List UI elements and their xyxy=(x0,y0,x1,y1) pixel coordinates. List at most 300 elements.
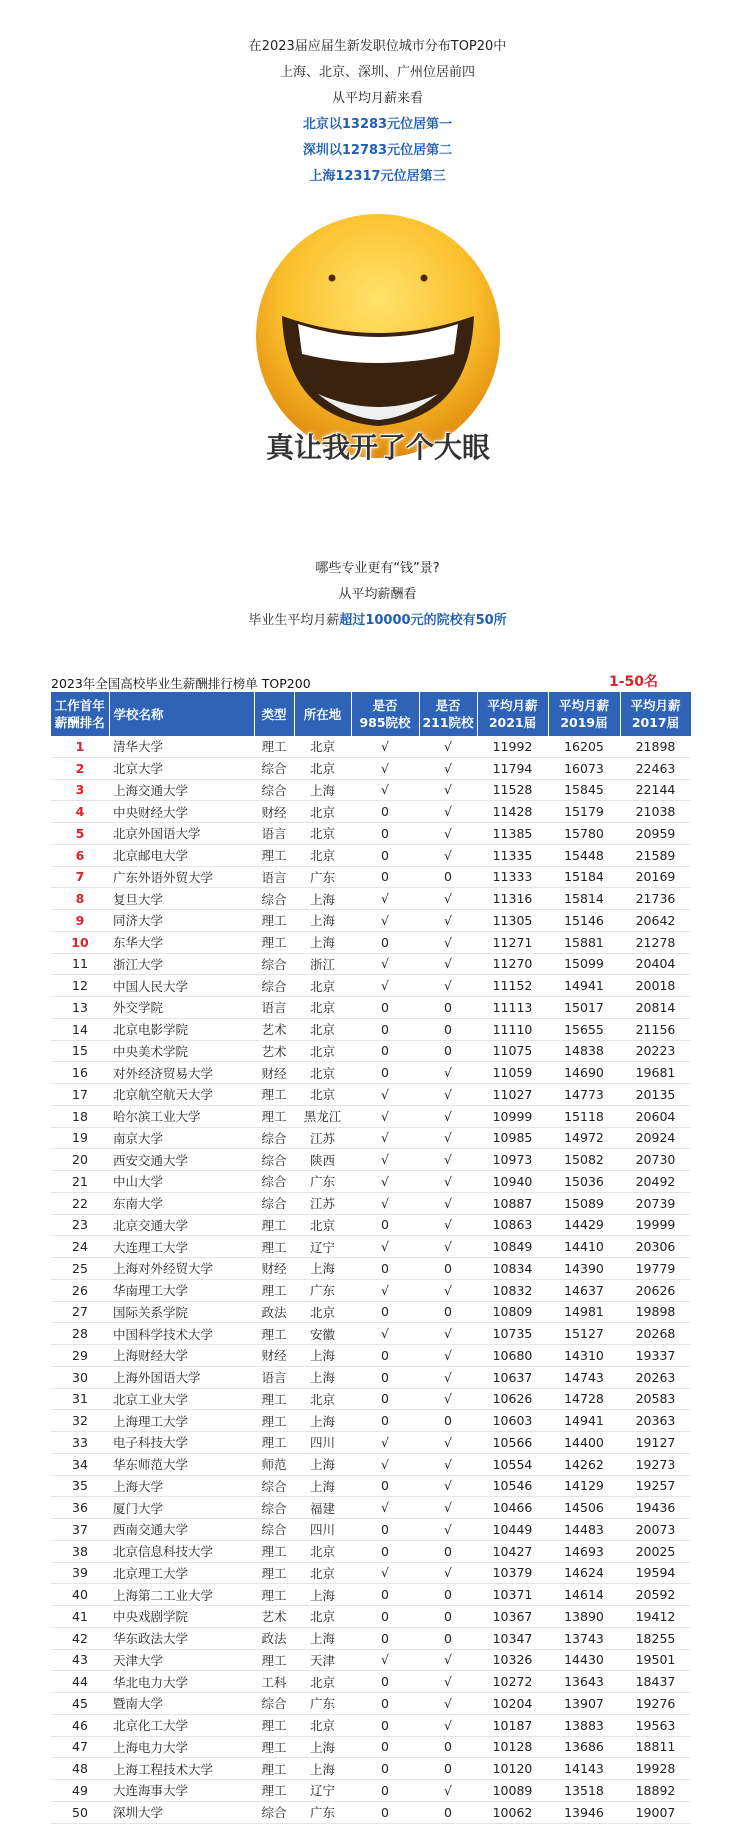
cell-salary-2017: 20363 xyxy=(620,1410,691,1432)
header-text: 学校名称 xyxy=(113,706,164,722)
cell-location: 北京 xyxy=(294,1040,351,1062)
cell-salary-2017: 20583 xyxy=(620,1388,691,1410)
cell-985: √ xyxy=(351,736,419,757)
cell-salary-2021: 10272 xyxy=(477,1671,548,1693)
cell-salary-2019: 14390 xyxy=(548,1258,620,1280)
cell-salary-2021: 11305 xyxy=(477,910,548,932)
cell-salary-2017: 20492 xyxy=(620,1171,691,1193)
cell-rank: 46 xyxy=(51,1714,109,1736)
table-row xyxy=(51,1627,691,1649)
intro-line: 上海、北京、深圳、广州位居前四 xyxy=(279,65,475,80)
cell-985: 0 xyxy=(351,801,419,823)
cell-salary-2019: 15655 xyxy=(548,1018,620,1040)
header-985 xyxy=(351,692,419,736)
cell-location: 上海 xyxy=(294,1627,351,1649)
cell-school: 北京外国语大学 xyxy=(109,823,254,845)
cell-salary-2019: 14941 xyxy=(548,975,620,997)
cell-type: 综合 xyxy=(254,1149,294,1171)
cell-school: 外交学院 xyxy=(109,997,254,1019)
table-row xyxy=(51,1801,691,1823)
table-row xyxy=(51,1736,691,1758)
cell-school: 北京信息科技大学 xyxy=(109,1540,254,1562)
table-row xyxy=(51,1105,691,1127)
cell-school: 厦门大学 xyxy=(109,1497,254,1519)
cell-salary-2021: 10089 xyxy=(477,1780,548,1802)
cell-type: 理工 xyxy=(254,1540,294,1562)
cell-salary-2019: 14410 xyxy=(548,1236,620,1258)
cell-location: 上海 xyxy=(294,910,351,932)
cell-type: 语言 xyxy=(254,1366,294,1388)
table-row xyxy=(51,1258,691,1280)
header-salary-2019 xyxy=(548,692,620,736)
cell-salary-2019: 14310 xyxy=(548,1345,620,1367)
cell-salary-2019: 13890 xyxy=(548,1606,620,1628)
cell-salary-2019: 13518 xyxy=(548,1780,620,1802)
cell-salary-2017: 20169 xyxy=(620,866,691,888)
cell-salary-2021: 11335 xyxy=(477,844,548,866)
cell-salary-2017: 19273 xyxy=(620,1453,691,1475)
cell-type: 语言 xyxy=(254,823,294,845)
cell-school: 深圳大学 xyxy=(109,1801,254,1823)
cell-rank: 3 xyxy=(51,779,109,801)
cell-location: 北京 xyxy=(294,1671,351,1693)
cell-type: 理工 xyxy=(254,1562,294,1584)
header-text: 平均月薪 xyxy=(630,698,681,713)
cell-211: √ xyxy=(419,1345,477,1367)
table-row xyxy=(51,757,691,779)
cell-salary-2021: 10985 xyxy=(477,1127,548,1149)
cell-salary-2019: 15814 xyxy=(548,888,620,910)
table-row xyxy=(51,1192,691,1214)
cell-salary-2021: 11992 xyxy=(477,736,548,757)
table-row xyxy=(51,1323,691,1345)
cell-school: 南京大学 xyxy=(109,1127,254,1149)
cell-rank: 2 xyxy=(51,757,109,779)
cell-salary-2021: 11316 xyxy=(477,888,548,910)
cell-type: 理工 xyxy=(254,1236,294,1258)
cell-rank: 17 xyxy=(51,1084,109,1106)
cell-211: √ xyxy=(419,1453,477,1475)
meme-caption: 真让我开了个大眼 xyxy=(265,431,490,464)
cell-salary-2019: 15146 xyxy=(548,910,620,932)
cell-location: 北京 xyxy=(294,1301,351,1323)
table-row xyxy=(51,953,691,975)
cell-211: √ xyxy=(419,736,477,757)
cell-type: 工科 xyxy=(254,1671,294,1693)
cell-985: √ xyxy=(351,1649,419,1671)
cell-school: 西安交通大学 xyxy=(109,1149,254,1171)
cell-location: 江苏 xyxy=(294,1192,351,1214)
cell-salary-2017: 20306 xyxy=(620,1236,691,1258)
table-row xyxy=(51,997,691,1019)
cell-type: 理工 xyxy=(254,910,294,932)
cell-type: 理工 xyxy=(254,1432,294,1454)
cell-salary-2017: 19436 xyxy=(620,1497,691,1519)
cell-salary-2017: 18892 xyxy=(620,1780,691,1802)
cell-salary-2021: 10379 xyxy=(477,1562,548,1584)
cell-salary-2021: 10466 xyxy=(477,1497,548,1519)
cell-salary-2019: 15082 xyxy=(548,1149,620,1171)
cell-type: 政法 xyxy=(254,1627,294,1649)
table-row xyxy=(51,1562,691,1584)
cell-985: √ xyxy=(351,1149,419,1171)
cell-school: 上海财经大学 xyxy=(109,1345,254,1367)
cell-211: √ xyxy=(419,1519,477,1541)
cell-211: 0 xyxy=(419,1410,477,1432)
cell-school: 北京大学 xyxy=(109,757,254,779)
header-211 xyxy=(419,692,477,736)
table-caption xyxy=(51,672,691,692)
cell-985: √ xyxy=(351,1127,419,1149)
cell-985: 0 xyxy=(351,1780,419,1802)
cell-salary-2019: 14129 xyxy=(548,1475,620,1497)
table-row xyxy=(51,975,691,997)
table-row xyxy=(51,1453,691,1475)
cell-985: 0 xyxy=(351,1693,419,1715)
cell-211: √ xyxy=(419,1084,477,1106)
cell-salary-2017: 21278 xyxy=(620,931,691,953)
cell-rank: 26 xyxy=(51,1279,109,1301)
cell-school: 电子科技大学 xyxy=(109,1432,254,1454)
cell-location: 广东 xyxy=(294,1693,351,1715)
middle-prefix: 毕业生平均月薪 xyxy=(248,613,340,628)
cell-salary-2021: 10187 xyxy=(477,1714,548,1736)
cell-location: 北京 xyxy=(294,1388,351,1410)
cell-school: 北京化工大学 xyxy=(109,1714,254,1736)
cell-salary-2017: 22463 xyxy=(620,757,691,779)
intro-line: 从平均月薪来看 xyxy=(331,91,423,106)
table-row xyxy=(51,1693,691,1715)
cell-salary-2021: 11528 xyxy=(477,779,548,801)
cell-211: √ xyxy=(419,910,477,932)
cell-type: 艺术 xyxy=(254,1018,294,1040)
cell-school: 暨南大学 xyxy=(109,1693,254,1715)
cell-211: √ xyxy=(419,1192,477,1214)
cell-985: √ xyxy=(351,1323,419,1345)
cell-school: 大连海事大学 xyxy=(109,1780,254,1802)
cell-salary-2019: 14941 xyxy=(548,1410,620,1432)
cell-school: 北京航空航天大学 xyxy=(109,1084,254,1106)
cell-location: 江苏 xyxy=(294,1127,351,1149)
cell-salary-2017: 20730 xyxy=(620,1149,691,1171)
cell-salary-2017: 19681 xyxy=(620,1062,691,1084)
table-row xyxy=(51,1475,691,1497)
cell-salary-2021: 10347 xyxy=(477,1627,548,1649)
cell-salary-2021: 11113 xyxy=(477,997,548,1019)
cell-type: 理工 xyxy=(254,736,294,757)
cell-salary-2019: 14981 xyxy=(548,1301,620,1323)
header-text: 类型 xyxy=(261,706,287,722)
cell-rank: 9 xyxy=(51,910,109,932)
cell-211: √ xyxy=(419,1475,477,1497)
cell-salary-2021: 10680 xyxy=(477,1345,548,1367)
cell-salary-2021: 10849 xyxy=(477,1236,548,1258)
cell-salary-2021: 10809 xyxy=(477,1301,548,1323)
cell-salary-2021: 10973 xyxy=(477,1149,548,1171)
cell-211: √ xyxy=(419,888,477,910)
cell-salary-2017: 20924 xyxy=(620,1127,691,1149)
cell-985: 0 xyxy=(351,1736,419,1758)
header-salary-2021 xyxy=(477,692,548,736)
cell-salary-2021: 10062 xyxy=(477,1801,548,1823)
cell-location: 黑龙江 xyxy=(294,1105,351,1127)
cell-location: 广东 xyxy=(294,866,351,888)
cell-211: 0 xyxy=(419,1018,477,1040)
cell-rank: 27 xyxy=(51,1301,109,1323)
cell-211: √ xyxy=(419,1714,477,1736)
cell-salary-2017: 19412 xyxy=(620,1606,691,1628)
cell-salary-2021: 11333 xyxy=(477,866,548,888)
cell-location: 上海 xyxy=(294,1475,351,1497)
cell-school: 东华大学 xyxy=(109,931,254,953)
cell-985: √ xyxy=(351,1192,419,1214)
table-row xyxy=(51,1388,691,1410)
cell-211: √ xyxy=(419,779,477,801)
cell-salary-2021: 10204 xyxy=(477,1693,548,1715)
table-row xyxy=(51,1171,691,1193)
cell-985: 0 xyxy=(351,1540,419,1562)
cell-985: 0 xyxy=(351,931,419,953)
cell-211: √ xyxy=(419,1171,477,1193)
cell-type: 理工 xyxy=(254,1649,294,1671)
cell-location: 上海 xyxy=(294,1736,351,1758)
cell-school: 华南理工大学 xyxy=(109,1279,254,1301)
cell-location: 上海 xyxy=(294,1366,351,1388)
cell-type: 理工 xyxy=(254,1105,294,1127)
cell-location: 浙江 xyxy=(294,953,351,975)
cell-location: 北京 xyxy=(294,1562,351,1584)
cell-rank: 50 xyxy=(51,1801,109,1823)
cell-school: 上海工程技术大学 xyxy=(109,1758,254,1780)
cell-salary-2021: 11271 xyxy=(477,931,548,953)
intro-text-block xyxy=(0,34,755,190)
table-row xyxy=(51,1780,691,1802)
cell-school: 北京理工大学 xyxy=(109,1562,254,1584)
cell-rank: 5 xyxy=(51,823,109,845)
cell-salary-2021: 10554 xyxy=(477,1453,548,1475)
cell-985: 0 xyxy=(351,1758,419,1780)
table-row xyxy=(51,779,691,801)
cell-985: √ xyxy=(351,1453,419,1475)
cell-school: 中山大学 xyxy=(109,1171,254,1193)
cell-salary-2019: 15881 xyxy=(548,931,620,953)
cell-985: √ xyxy=(351,1105,419,1127)
cell-location: 上海 xyxy=(294,1584,351,1606)
cell-salary-2017: 20604 xyxy=(620,1105,691,1127)
cell-type: 综合 xyxy=(254,757,294,779)
cell-salary-2021: 10626 xyxy=(477,1388,548,1410)
cell-salary-2019: 15099 xyxy=(548,953,620,975)
cell-211: √ xyxy=(419,1105,477,1127)
cell-school: 上海对外经贸大学 xyxy=(109,1258,254,1280)
cell-type: 理工 xyxy=(254,1736,294,1758)
cell-salary-2017: 22144 xyxy=(620,779,691,801)
cell-rank: 21 xyxy=(51,1171,109,1193)
cell-rank: 37 xyxy=(51,1519,109,1541)
cell-salary-2019: 13946 xyxy=(548,1801,620,1823)
cell-type: 理工 xyxy=(254,1279,294,1301)
cell-985: 0 xyxy=(351,1584,419,1606)
cell-rank: 30 xyxy=(51,1366,109,1388)
header-text: 2021届 xyxy=(488,715,537,730)
cell-rank: 31 xyxy=(51,1388,109,1410)
cell-985: √ xyxy=(351,910,419,932)
cell-location: 上海 xyxy=(294,1758,351,1780)
cell-location: 上海 xyxy=(294,1258,351,1280)
cell-location: 福建 xyxy=(294,1497,351,1519)
header-text: 所在地 xyxy=(303,706,342,722)
table-row xyxy=(51,1279,691,1301)
cell-salary-2017: 19999 xyxy=(620,1214,691,1236)
cell-salary-2019: 14728 xyxy=(548,1388,620,1410)
intro-highlight-line: 北京以13283元位居第一 xyxy=(302,117,453,132)
cell-school: 中央戏剧学院 xyxy=(109,1606,254,1628)
meme-image xyxy=(248,212,508,480)
cell-school: 华东师范大学 xyxy=(109,1453,254,1475)
cell-salary-2019: 15845 xyxy=(548,779,620,801)
cell-salary-2021: 10326 xyxy=(477,1649,548,1671)
table-row xyxy=(51,931,691,953)
cell-985: 0 xyxy=(351,1258,419,1280)
cell-rank: 28 xyxy=(51,1323,109,1345)
cell-211: √ xyxy=(419,1366,477,1388)
cell-salary-2019: 15448 xyxy=(548,844,620,866)
cell-985: √ xyxy=(351,1562,419,1584)
cell-985: 0 xyxy=(351,1301,419,1323)
cell-rank: 13 xyxy=(51,997,109,1019)
cell-salary-2021: 11059 xyxy=(477,1062,548,1084)
cell-rank: 10 xyxy=(51,931,109,953)
cell-school: 北京邮电大学 xyxy=(109,844,254,866)
cell-salary-2017: 20959 xyxy=(620,823,691,845)
cell-salary-2017: 20073 xyxy=(620,1519,691,1541)
cell-type: 财经 xyxy=(254,801,294,823)
cell-rank: 44 xyxy=(51,1671,109,1693)
cell-211: √ xyxy=(419,1693,477,1715)
cell-211: √ xyxy=(419,1388,477,1410)
cell-985: 0 xyxy=(351,1801,419,1823)
table-row xyxy=(51,1149,691,1171)
cell-location: 辽宁 xyxy=(294,1780,351,1802)
cell-985: √ xyxy=(351,779,419,801)
cell-985: 0 xyxy=(351,997,419,1019)
cell-rank: 23 xyxy=(51,1214,109,1236)
cell-211: 0 xyxy=(419,1758,477,1780)
cell-salary-2021: 10832 xyxy=(477,1279,548,1301)
cell-salary-2017: 20025 xyxy=(620,1540,691,1562)
cell-type: 理工 xyxy=(254,1084,294,1106)
header-text: 985院校 xyxy=(359,715,411,730)
cell-985: 0 xyxy=(351,844,419,866)
cell-211: 0 xyxy=(419,1040,477,1062)
cell-salary-2017: 18255 xyxy=(620,1627,691,1649)
table-body xyxy=(51,736,691,1823)
cell-type: 综合 xyxy=(254,1171,294,1193)
cell-211: 0 xyxy=(419,1301,477,1323)
table-row xyxy=(51,1606,691,1628)
salary-ranking-table-block xyxy=(51,672,691,1824)
cell-type: 综合 xyxy=(254,953,294,975)
cell-rank: 12 xyxy=(51,975,109,997)
cell-type: 综合 xyxy=(254,888,294,910)
cell-salary-2021: 10120 xyxy=(477,1758,548,1780)
table-row xyxy=(51,1062,691,1084)
cell-salary-2019: 14838 xyxy=(548,1040,620,1062)
cell-salary-2019: 15017 xyxy=(548,997,620,1019)
cell-school: 复旦大学 xyxy=(109,888,254,910)
cell-salary-2021: 10128 xyxy=(477,1736,548,1758)
cell-type: 综合 xyxy=(254,1497,294,1519)
cell-type: 综合 xyxy=(254,1519,294,1541)
cell-type: 综合 xyxy=(254,975,294,997)
header-text: 平均月薪 xyxy=(487,698,538,713)
cell-type: 理工 xyxy=(254,1410,294,1432)
cell-985: 0 xyxy=(351,1062,419,1084)
cell-rank: 29 xyxy=(51,1345,109,1367)
cell-school: 中央财经大学 xyxy=(109,801,254,823)
cell-211: √ xyxy=(419,801,477,823)
cell-school: 上海电力大学 xyxy=(109,1736,254,1758)
cell-rank: 16 xyxy=(51,1062,109,1084)
cell-school: 天津大学 xyxy=(109,1649,254,1671)
cell-salary-2019: 14743 xyxy=(548,1366,620,1388)
header-type xyxy=(254,692,294,736)
cell-985: √ xyxy=(351,1084,419,1106)
header-rank xyxy=(51,692,109,736)
cell-salary-2021: 11794 xyxy=(477,757,548,779)
cell-985: √ xyxy=(351,1279,419,1301)
cell-salary-2019: 15780 xyxy=(548,823,620,845)
table-row xyxy=(51,1519,691,1541)
cell-985: 0 xyxy=(351,1519,419,1541)
cell-salary-2017: 20739 xyxy=(620,1192,691,1214)
cell-salary-2017: 21898 xyxy=(620,736,691,757)
cell-211: √ xyxy=(419,1236,477,1258)
table-row xyxy=(51,823,691,845)
table-row xyxy=(51,1214,691,1236)
cell-rank: 24 xyxy=(51,1236,109,1258)
cell-school: 广东外语外贸大学 xyxy=(109,866,254,888)
cell-rank: 45 xyxy=(51,1693,109,1715)
cell-location: 北京 xyxy=(294,997,351,1019)
cell-salary-2019: 13643 xyxy=(548,1671,620,1693)
cell-985: 0 xyxy=(351,1410,419,1432)
cell-rank: 6 xyxy=(51,844,109,866)
cell-rank: 22 xyxy=(51,1192,109,1214)
cell-salary-2019: 14972 xyxy=(548,1127,620,1149)
cell-salary-2021: 11075 xyxy=(477,1040,548,1062)
cell-rank: 40 xyxy=(51,1584,109,1606)
cell-salary-2017: 19257 xyxy=(620,1475,691,1497)
cell-salary-2017: 21589 xyxy=(620,844,691,866)
cell-school: 中国科学技术大学 xyxy=(109,1323,254,1345)
cell-211: √ xyxy=(419,1432,477,1454)
salary-ranking-table xyxy=(51,692,692,1824)
cell-location: 北京 xyxy=(294,844,351,866)
cell-school: 同济大学 xyxy=(109,910,254,932)
cell-salary-2017: 19501 xyxy=(620,1649,691,1671)
cell-211: √ xyxy=(419,1780,477,1802)
cell-rank: 43 xyxy=(51,1649,109,1671)
cell-985: 0 xyxy=(351,1606,419,1628)
cell-211: 0 xyxy=(419,1606,477,1628)
cell-salary-2019: 15179 xyxy=(548,801,620,823)
table-row xyxy=(51,736,691,757)
cell-salary-2021: 11385 xyxy=(477,823,548,845)
cell-rank: 11 xyxy=(51,953,109,975)
cell-985: √ xyxy=(351,1432,419,1454)
header-text: 2019届 xyxy=(560,715,608,730)
